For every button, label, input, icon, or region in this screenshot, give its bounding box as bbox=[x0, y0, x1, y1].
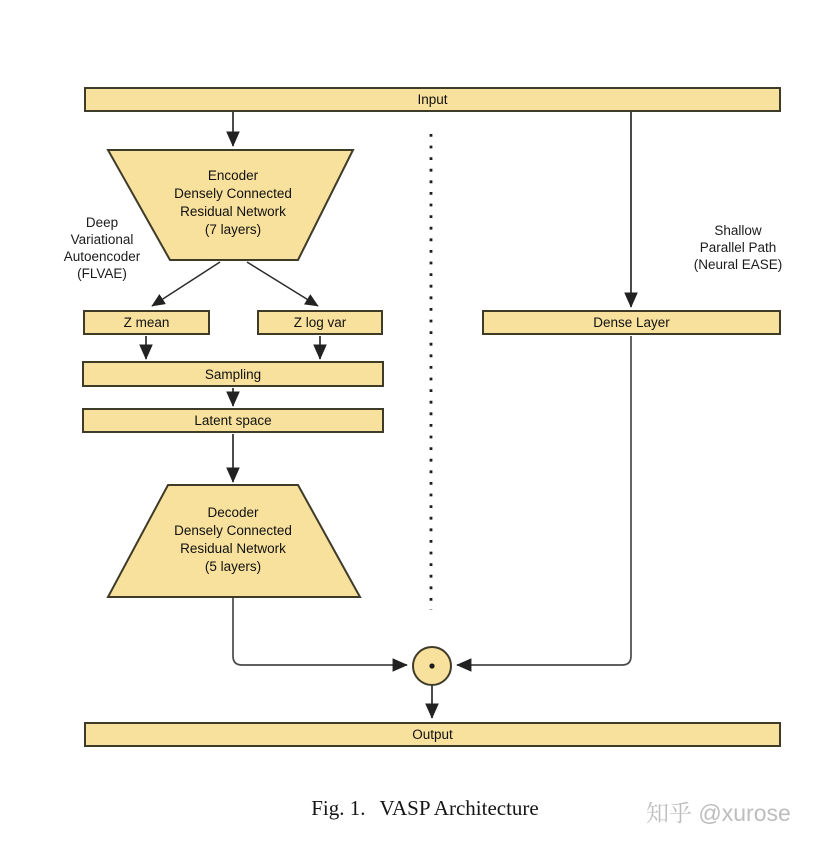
decoder-label-line: Decoder bbox=[207, 505, 259, 520]
node-input-label: Input bbox=[417, 92, 448, 107]
node-z-mean-label: Z mean bbox=[123, 315, 170, 330]
encoder-label-line: Densely Connected bbox=[174, 186, 292, 201]
figure-caption bbox=[255, 796, 595, 821]
node-latent-space bbox=[82, 408, 384, 433]
decoder-label-line: Residual Network bbox=[180, 541, 286, 556]
decoder-label-line: (5 layers) bbox=[204, 559, 262, 574]
dot-product-dot-icon bbox=[429, 663, 434, 668]
figure-number: Fig. 1. bbox=[311, 796, 366, 820]
node-z-log-var bbox=[257, 310, 383, 335]
annotation-shallow-path bbox=[658, 222, 818, 273]
annotation-line: Deep bbox=[85, 215, 119, 230]
node-sampling bbox=[82, 361, 384, 387]
node-dense-layer-label: Dense Layer bbox=[593, 315, 670, 330]
encoder-label-line: Encoder bbox=[207, 168, 259, 183]
node-input bbox=[84, 87, 781, 112]
annotation-line: Parallel Path bbox=[699, 240, 777, 255]
node-sampling-label: Sampling bbox=[204, 366, 262, 382]
node-output bbox=[84, 722, 781, 747]
connector-decoder-to-merge bbox=[233, 598, 407, 665]
annotation-line: (FLVAE) bbox=[77, 266, 127, 281]
decoder-label-line: Densely Connected bbox=[174, 523, 292, 538]
node-latent-space-label: Latent space bbox=[194, 413, 272, 428]
decoder-label bbox=[123, 504, 343, 576]
encoder-label-line: (7 layers) bbox=[204, 222, 262, 237]
annotation-line: Shallow bbox=[714, 223, 762, 238]
encoder-label-line: Residual Network bbox=[180, 204, 286, 219]
figure-title: VASP Architecture bbox=[379, 796, 539, 820]
node-z-mean bbox=[83, 310, 210, 335]
connector-dense-to-merge bbox=[457, 336, 631, 665]
node-z-log-var-label: Z log var bbox=[293, 315, 347, 330]
annotation-line: Autoencoder bbox=[63, 249, 141, 264]
annotation-line: Variational bbox=[70, 232, 134, 247]
annotation-line: (Neural EASE) bbox=[693, 257, 783, 272]
watermark-text: 知乎 @xurose bbox=[646, 800, 791, 826]
arrow-encoder-to-zlogvar bbox=[247, 262, 318, 306]
node-output-label: Output bbox=[412, 727, 453, 742]
annotation-deep-path bbox=[28, 214, 176, 282]
node-dense-layer bbox=[482, 310, 781, 335]
